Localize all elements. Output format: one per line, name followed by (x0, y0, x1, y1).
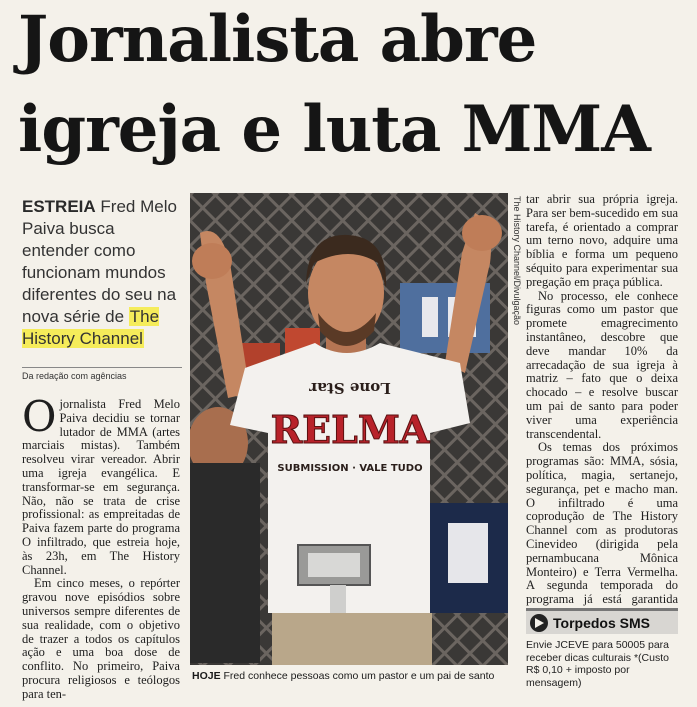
play-arrow-icon (530, 614, 548, 632)
drop-cap: O (22, 392, 57, 441)
article-photo (190, 193, 508, 665)
deck-kicker: ESTREIA (22, 197, 96, 216)
caption-text: Fred conhece pessoas como um pastor e um pai de santo (220, 670, 495, 682)
article-column-3 (526, 193, 678, 621)
article-paragraph: Os temas dos próximos programas são: MMA, sósia, política, magia, sertanejo, segurança, pet e macho man. O infiltrado é uma coprodução de The History Channel com as produtoras Cinevideo (dirigida pela pernambucana Mônica Monteiro) e Terra Vermelha. A segunda temporada do programa já está garantida (526, 440, 678, 607)
sms-box (526, 608, 678, 689)
article-paragraph: Ojornalista Fred Melo Paiva decidiu se tornar lutador de MMA (artes marciais mistas). Também resolveu virar vereador. Abrir uma igreja evangélica. E transformar-se em segurança. Não, não se trata de crise profissional: as empreitadas de Paiva fazem parte do programa O infiltrado, que estreia hoje, às 23h, em The History Channel. (22, 392, 180, 577)
headline-line-1: Jornalista abre (18, 2, 537, 77)
byline-credit: Da redação com agências (22, 367, 182, 381)
article-column-1 (22, 392, 180, 702)
sms-body: Envie JCEVE para 50005 para receber dicas culturais *(Custo R$ 0,10 + imposto por mensagem) (526, 639, 670, 689)
photo-illustration (190, 193, 508, 665)
headline-line-2: igreja e luta MMA (18, 92, 650, 167)
photo-credit: The History Channel/Divulgação (512, 196, 522, 326)
sms-header (526, 608, 678, 634)
shirt-text-bottom: SUBMISSION · VALE TUDO (277, 463, 423, 474)
deck-text: Fred Melo Paiva busca entender como funcionam mundos diferentes do seu na nova série de (22, 197, 177, 326)
deck (22, 196, 182, 350)
shirt-text-top: Lone Star (309, 379, 391, 397)
photo-caption (192, 670, 512, 682)
article-paragraph: tar abrir sua própria igreja. Para ser bem-sucedido em sua tarefa, é orientado a comprar um terno novo, adquire uma bíblia e forma um pequeno séquito para experimentar sua pregação em praça pública. (526, 192, 678, 289)
caption-kicker: HOJE (192, 670, 221, 682)
deck-highlight: The History Channel (22, 307, 160, 348)
shirt-brand: RELMA (270, 407, 430, 452)
sms-title: Torpedos SMS (553, 614, 650, 631)
article-paragraph: No processo, ele conhece figuras como um pastor que promete emagrecimento instantâneo, descobre que deve mandar 10% da arrecadação de sua igreja à matriz – fato que o deixa chocado – e resolve buscar um pai de santo para poder viver uma experiência transcendental. (526, 288, 678, 441)
article-paragraph: Em cinco meses, o repórter gravou nove episódios sobre universos sempre diferentes de sua realidade, com o objetivo de trazer a todos os capítulos ação e uma boa dose de conflito. No primeiro, Paiva procura religiosos e teólogos para ten- (22, 576, 180, 701)
